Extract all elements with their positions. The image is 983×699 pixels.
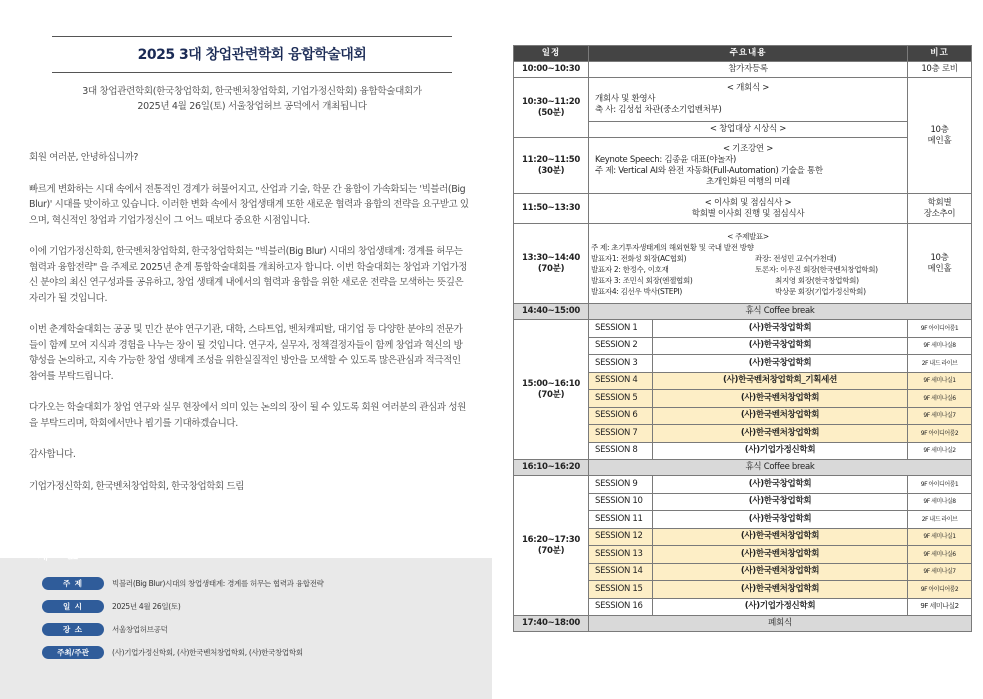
session-name: SESSION 12 — [589, 528, 653, 546]
time-text: 13:30~14:40 — [522, 252, 580, 263]
note-text: 장소추이 — [923, 208, 956, 219]
session-org: (사)한국창업학회 — [653, 511, 908, 529]
session-name: SESSION 4 — [589, 372, 653, 390]
session-name: SESSION 9 — [589, 476, 653, 494]
note-text: 메인홀 — [927, 135, 952, 146]
content-cell: 폐회식 — [589, 616, 972, 632]
overview-row-host — [42, 645, 303, 659]
overview-label: 일 시 — [42, 600, 104, 613]
session-room: 9F 세미나실7 — [908, 407, 972, 425]
session-org: (사)기업가정신학회 — [653, 598, 908, 616]
block-title: < 이사회 및 점심식사 > — [704, 197, 792, 208]
schedule-table — [513, 45, 972, 632]
header-note: 비고 — [908, 46, 972, 62]
note-text: 메인홀 — [927, 263, 952, 274]
content-cell: < 창업대상 시상식 > — [589, 122, 908, 138]
note-text: 10층 — [930, 252, 949, 263]
table-row — [514, 62, 972, 78]
time-text: 16:20~17:30 — [522, 534, 580, 545]
session-row — [514, 320, 972, 338]
session-room: 9F 세미나실8 — [908, 337, 972, 355]
session-org: (사)한국창업학회 — [653, 320, 908, 338]
intro-text — [40, 84, 464, 114]
note-cell — [908, 224, 972, 304]
note-cell: 10층 로비 — [908, 62, 972, 78]
note-text: 학회별 — [927, 197, 952, 208]
block-title: < 기조강연 > — [722, 143, 774, 154]
time-cell — [514, 138, 589, 194]
session-org: (사)한국벤처창업학회 — [653, 407, 908, 425]
session-org: (사)한국벤처창업학회 — [653, 581, 908, 599]
header-content: 주요내용 — [589, 46, 908, 62]
time-cell — [514, 78, 589, 138]
content-line: 학회별 이사회 진행 및 점심식사 — [691, 208, 805, 219]
header-time: 일정 — [514, 46, 589, 62]
table-row — [514, 78, 972, 122]
session-room: 9F 아이디어룸1 — [908, 320, 972, 338]
greeting-letter — [29, 150, 469, 494]
letter-paragraph: 빠르게 변화하는 시대 속에서 전통적인 경계가 허물어지고, 산업과 기술, 학문 간 융합이 가속화되는 '빅블러(Big Blur)' 시대를 맞이하고 있습니다. 이러한 변화 속에서 창업생태계 또한 새로운 협력과 융합의 전략을 요구받고 있으며, 혁신적인 창업과 기업가정신이 그 어느 때보다 중요한 시점입니다. — [29, 183, 469, 226]
time-text: 15:00~16:10 — [522, 378, 580, 389]
table-header-row — [514, 46, 972, 62]
session-room: 9F 세미나실1 — [908, 528, 972, 546]
content-cell: 참가자등록 — [589, 62, 908, 78]
letter-paragraph: 다가오는 학술대회가 창업 연구와 실무 현장에서 의미 있는 논의의 장이 될 수 있도록 회원 여러분의 관심과 성원을 부탁드리며, 학회에서만나 뵙기를 기대하겠습니다. — [29, 402, 466, 429]
schedule-tab-label: 세부일정 — [525, 28, 588, 41]
block-title: < 개회식 > — [726, 83, 770, 93]
session-room: 9F 아이디어룸2 — [908, 581, 972, 599]
session-name: SESSION 14 — [589, 563, 653, 581]
session-room: 9F 세미나실7 — [908, 563, 972, 581]
overview-value: (사)기업가정신학회, (사)한국벤처창업학회, (사)한국창업학회 — [112, 647, 303, 657]
session-name: SESSION 16 — [589, 598, 653, 616]
overview-value: 서울창업허브공덕 — [112, 624, 168, 634]
greeting-tab — [0, 123, 112, 141]
letter-paragraph: 이번 춘계학술대회는 공공 및 민간 분야 연구기관, 대학, 스타트업, 벤처캐피탈, 대기업 등 다양한 분야의 전문가들이 함께 모여 지식과 경험을 나누는 장이 될 것입니다. 연구자, 실무자, 정책결정자들이 함께 창업과 혁신의 방향성을 논의하고, 지속 가능한 창업 생태계 조성을 위한실질적인 방안을 모색할 수 있도록 많은관심과 적극적인 참여를 부탁드립니다. — [29, 324, 463, 382]
content-cell: 휴식 Coffee break — [589, 304, 972, 320]
presenter: 발표자1: 전화성 회장(AC협회) — [591, 253, 687, 263]
session-room: 9F 아이디어룸2 — [908, 425, 972, 443]
session-row — [514, 476, 972, 494]
duration-text: (70분) — [537, 263, 565, 274]
title-top-rule — [52, 36, 452, 37]
session-room: 2F 내드 라이브 — [908, 511, 972, 529]
session-name: SESSION 3 — [589, 355, 653, 373]
session-name: SESSION 10 — [589, 493, 653, 511]
session-org: (사)한국벤처창업학회 — [653, 563, 908, 581]
content-cell — [589, 138, 908, 194]
letter-paragraph: 감사합니다. — [29, 449, 76, 460]
session-name: SESSION 1 — [589, 320, 653, 338]
time-cell: 16:10~16:20 — [514, 460, 589, 476]
duration-text: (70분) — [537, 545, 565, 556]
content-line: 초개인화된 여행의 미래 — [706, 176, 790, 187]
session-name: SESSION 2 — [589, 337, 653, 355]
session-org: (사)한국벤처창업학회 — [653, 390, 908, 408]
table-row — [514, 194, 972, 224]
content-line: 개회사 및 환영사 — [595, 94, 656, 104]
right-column — [513, 0, 971, 699]
presenter: 발표자 2: 한정수, 이호재 — [591, 264, 669, 274]
overview-tab-label: 개 요 — [38, 550, 86, 562]
note-cell — [908, 194, 972, 224]
letter-paragraph: 회원 여러분, 안녕하십니까? — [29, 152, 139, 163]
letter-signature: 기업가정신학회, 한국벤처창업학회, 한국창업학회 드림 — [29, 480, 244, 492]
content-cell — [589, 78, 908, 122]
session-name: SESSION 13 — [589, 546, 653, 564]
duration-text: (30분) — [537, 165, 565, 176]
session-org: (사)한국벤처창업학회 — [653, 528, 908, 546]
time-cell: 11:50~13:30 — [514, 194, 589, 224]
session-org: (사)한국창업학회 — [653, 476, 908, 494]
time-text: 11:20~11:50 — [522, 154, 580, 165]
note-text: 10층 — [930, 124, 949, 135]
title-bottom-rule — [52, 72, 452, 73]
session-org: (사)한국벤처창업학회 — [653, 546, 908, 564]
time-text: 10:30~11:20 — [522, 96, 580, 107]
duration-text: (50분) — [537, 107, 565, 118]
session-room: 9F 세미나실6 — [908, 390, 972, 408]
schedule-tab — [511, 25, 619, 45]
table-row — [514, 224, 972, 304]
table-row — [514, 304, 972, 320]
overview-row-date — [42, 599, 181, 613]
duration-text: (70분) — [537, 389, 565, 400]
overview-value: 빅블러(Big Blur)시대의 창업생태계: 경계를 허무는 협력과 융합전략 — [112, 578, 324, 588]
letter-paragraph: 이에 기업가정신학회, 한국벤처창업학회, 한국창업학회는 "빅블러(Big Blur) 시대의 창업생태계: 경계를 허무는 협력과 융합전략" 을 주제로 2025년 춘계 통합학술대회를 개최하고자 합니다. 이번 학술대회는 창업과 기업가정신 분야의 최신 연구성과를 공유하고, 창업 생태계 내에서의 협력과 융합을 위한 새로운 전략을 모색하는 뜻깊은 자리가 될 것입니다. — [29, 246, 468, 304]
time-cell — [514, 476, 589, 616]
content-line: Keynote Speech: 김종윤 대표(야놀자) — [595, 154, 737, 165]
session-name: SESSION 15 — [589, 581, 653, 599]
overview-label: 주최/주관 — [42, 646, 104, 659]
session-org: (사)한국창업학회 — [653, 355, 908, 373]
session-room: 9F 아이디어룸1 — [908, 476, 972, 494]
time-cell: 17:40~18:00 — [514, 616, 589, 632]
session-name: SESSION 8 — [589, 442, 653, 460]
content-cell — [589, 224, 908, 304]
session-room: 9F 세미나실1 — [908, 372, 972, 390]
page-title: 2025 3대 창업관련학회 융합학술대회 — [137, 47, 367, 63]
session-room: 2F 내드 라이브 — [908, 355, 972, 373]
time-cell — [514, 224, 589, 304]
presenter: 발표자4: 김선우 박사(STEPI) — [591, 286, 682, 296]
content-line: 주 제: Vertical AI와 완전 자동화(Full-Automation) 기술을 통한 — [595, 165, 823, 176]
overview-label: 장 소 — [42, 623, 104, 636]
discussant: 좌장: 전성민 교수(가천대) — [755, 253, 837, 263]
content-line: 주 제: 초기투자생태계의 해외현황 및 국내 발전 방향 — [591, 242, 754, 252]
session-room: 9F 세미나실2 — [908, 598, 972, 616]
session-name: SESSION 6 — [589, 407, 653, 425]
content-line: 축 사: 김성섭 차관(중소기업벤처부) — [595, 105, 722, 115]
overview-label: 주 제 — [42, 577, 104, 590]
discussant: 박상문 회장(기업가정신학회) — [775, 286, 866, 296]
session-name: SESSION 11 — [589, 511, 653, 529]
overview-value: 2025년 4월 26일(토) — [112, 601, 181, 611]
table-row — [514, 138, 972, 194]
time-cell — [514, 320, 589, 460]
session-room: 9F 세미나실2 — [908, 442, 972, 460]
session-room: 9F 세미나실8 — [908, 493, 972, 511]
block-title: < 주제발표> — [727, 231, 769, 241]
table-row — [514, 460, 972, 476]
session-org: (사)기업가정신학회 — [653, 442, 908, 460]
overview-row-theme — [42, 576, 324, 590]
session-org: (사)한국창업학회 — [653, 337, 908, 355]
intro-line: 2025년 4월 26일(토) 서울창업허브 공덕에서 개최됩니다 — [137, 101, 367, 112]
content-cell: 휴식 Coffee break — [589, 460, 972, 476]
discussant: 토론자: 이우진 회장(한국벤처창업학회) — [755, 264, 878, 274]
session-org: (사)한국벤처창업학회_기획세션 — [653, 372, 908, 390]
time-cell: 10:00~10:30 — [514, 62, 589, 78]
presenter: 발표자 3: 조민식 회장(엔젤협회) — [591, 275, 693, 285]
content-cell — [589, 194, 908, 224]
discussant: 최지영 회장(한국창업학회) — [775, 275, 859, 285]
overview-row-venue — [42, 622, 168, 636]
session-name: SESSION 7 — [589, 425, 653, 443]
table-row — [514, 616, 972, 632]
overview-tab — [0, 547, 112, 565]
session-room: 9F 세미나실6 — [908, 546, 972, 564]
time-cell: 14:40~15:00 — [514, 304, 589, 320]
greeting-tab-label: 모시는글 — [28, 126, 69, 138]
note-cell — [908, 78, 972, 194]
session-org: (사)한국벤처창업학회 — [653, 425, 908, 443]
intro-line: 3대 창업관련학회(한국창업학회, 한국벤처창업학회, 기업가정신학회) 융합학술대회가 — [82, 86, 422, 97]
session-org: (사)한국창업학회 — [653, 493, 908, 511]
session-name: SESSION 5 — [589, 390, 653, 408]
